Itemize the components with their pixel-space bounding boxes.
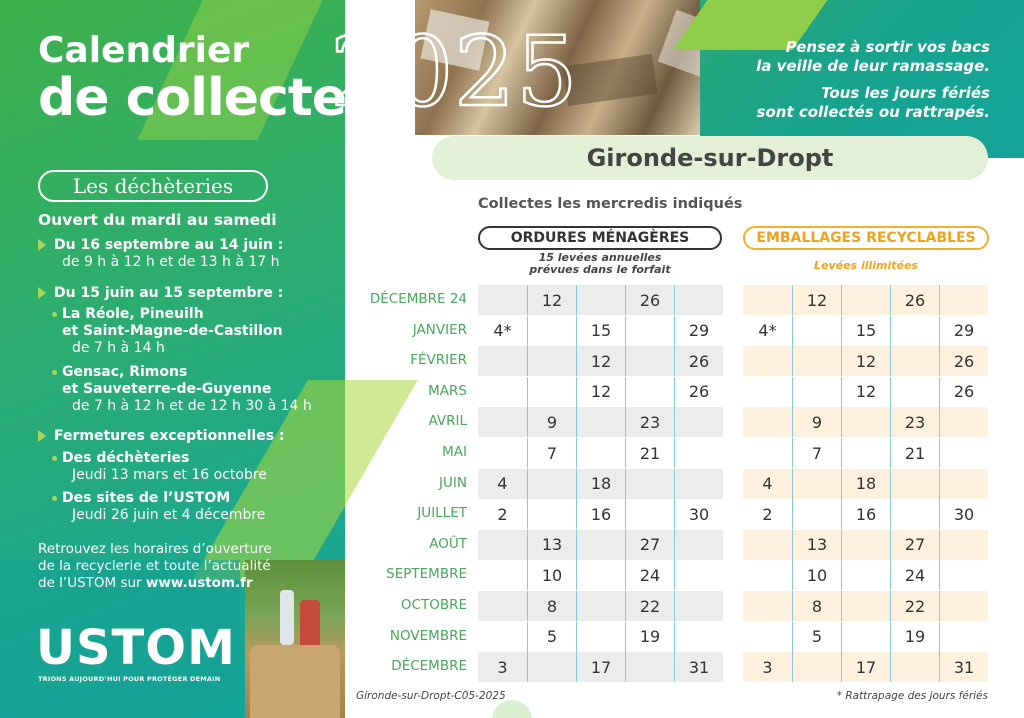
date-cell: 26 xyxy=(625,285,674,315)
date-cell xyxy=(674,591,723,621)
year-outline: 2025 xyxy=(330,16,579,128)
month-label: AOÛT xyxy=(429,535,467,552)
date-cell: 22 xyxy=(890,591,939,621)
note-line: prévues dans le forfait xyxy=(529,263,671,276)
month-label: DÉCEMBRE xyxy=(391,658,467,675)
bullet-icon xyxy=(52,312,57,317)
date-cell xyxy=(841,438,890,468)
date-cell: 24 xyxy=(625,560,674,590)
date-cell: 26 xyxy=(939,346,988,376)
date-cell: 30 xyxy=(939,499,988,529)
date-cell xyxy=(625,652,674,682)
closure-a xyxy=(62,450,267,484)
date-cell xyxy=(792,346,841,376)
date-cell xyxy=(743,377,792,407)
date-cell: 31 xyxy=(674,652,723,682)
calendar-row xyxy=(743,499,988,529)
decor-circle xyxy=(492,700,532,718)
date-cell xyxy=(478,407,527,437)
notice-line: Pensez à sortir vos bacs xyxy=(785,38,990,56)
date-cell xyxy=(527,469,576,499)
date-cell xyxy=(527,377,576,407)
date-cell xyxy=(890,499,939,529)
date-cell xyxy=(478,346,527,376)
date-cell: 12 xyxy=(841,377,890,407)
date-cell: 19 xyxy=(625,622,674,652)
photo-detail xyxy=(300,600,320,650)
closure-head: Des déchèteries xyxy=(62,450,190,466)
date-cell: 31 xyxy=(939,652,988,682)
date-cell: 10 xyxy=(527,560,576,590)
calendar-row xyxy=(743,346,988,376)
period-2 xyxy=(38,285,283,302)
date-cell xyxy=(674,285,723,315)
calendar-row xyxy=(743,407,988,437)
month-label: AVRIL xyxy=(428,413,467,430)
calendar-row xyxy=(743,591,988,621)
date-cell xyxy=(939,560,988,590)
date-cell xyxy=(478,438,527,468)
date-cell: 7 xyxy=(527,438,576,468)
date-cell xyxy=(939,469,988,499)
month-label: MAI xyxy=(442,444,467,460)
date-cell xyxy=(841,285,890,315)
date-cell xyxy=(792,316,841,346)
date-cell: 13 xyxy=(792,530,841,560)
bullet-icon xyxy=(52,456,57,461)
date-cell: 2 xyxy=(497,504,508,524)
period-hours: de 9 h à 12 h et de 13 h à 17 h xyxy=(62,254,280,270)
notice-line: la veille de leur ramassage. xyxy=(756,57,990,75)
date-cell: 27 xyxy=(625,530,674,560)
notice-holidays xyxy=(757,84,990,122)
date-cell: 13 xyxy=(527,530,576,560)
date-cell: 5 xyxy=(792,622,841,652)
date-cell xyxy=(743,346,792,376)
date-cell: 12 xyxy=(792,285,841,315)
ustom-logo: USTOM xyxy=(36,620,236,676)
calendar-row xyxy=(478,622,723,652)
notice-line: sont collectés ou rattrapés. xyxy=(756,103,990,121)
calendar-row xyxy=(743,285,988,315)
date-cell: 16 xyxy=(841,499,890,529)
date-cell xyxy=(576,530,625,560)
date-cell: 21 xyxy=(625,438,674,468)
document-code: Gironde-sur-Dropt-C05-2025 xyxy=(356,690,506,702)
date-cell xyxy=(743,407,792,437)
month-label: DÉCEMBRE 24 xyxy=(369,291,467,307)
date-cell: 8 xyxy=(527,591,576,621)
calendar-row xyxy=(478,499,723,529)
date-cell: 12 xyxy=(841,346,890,376)
date-cell xyxy=(576,591,625,621)
arrow-icon xyxy=(38,287,46,299)
calendar-row xyxy=(743,469,988,499)
date-cell xyxy=(841,530,890,560)
date-cell: 29 xyxy=(674,316,723,346)
date-cell: 22 xyxy=(625,591,674,621)
date-cell: 23 xyxy=(625,407,674,437)
month-label: JUIN xyxy=(439,474,467,491)
calendar-row xyxy=(743,560,988,590)
date-cell: 18 xyxy=(576,469,625,499)
date-cell: 30 xyxy=(674,499,723,529)
date-cell: 29 xyxy=(939,316,988,346)
date-cell xyxy=(625,469,674,499)
date-cell xyxy=(939,285,988,315)
closure-head: Des sites de l’USTOM xyxy=(62,490,231,506)
site-hours: de 7 h à 14 h xyxy=(72,340,165,356)
site-name: La Réole, Pineuilh xyxy=(62,306,204,322)
date-cell: 2 xyxy=(762,504,773,524)
photo-detail xyxy=(250,645,340,718)
title-line-1: Calendrier xyxy=(38,30,250,71)
date-cell xyxy=(478,377,527,407)
date-cell xyxy=(939,407,988,437)
date-cell: 4* xyxy=(758,321,777,341)
date-cell xyxy=(674,438,723,468)
date-cell xyxy=(674,622,723,652)
date-cell xyxy=(674,469,723,499)
date-cell xyxy=(527,346,576,376)
notice-line: Tous les jours fériés xyxy=(821,84,990,102)
date-cell: 8 xyxy=(792,591,841,621)
arrow-icon xyxy=(38,239,46,251)
date-cell xyxy=(890,652,939,682)
closures xyxy=(38,428,285,445)
recyclables-note: Levées illimitées xyxy=(814,259,918,272)
date-cell xyxy=(890,346,939,376)
date-cell: 9 xyxy=(792,407,841,437)
date-cell xyxy=(939,622,988,652)
date-cell xyxy=(576,622,625,652)
month-label: FÉVRIER xyxy=(410,352,467,369)
month-label: NOVEMBRE xyxy=(389,627,467,644)
calendar-row xyxy=(478,377,723,407)
recyclables-header: EMBALLAGES RECYCLABLES xyxy=(743,226,989,250)
info-line: Retrouvez les horaires d’ouverture xyxy=(38,541,272,557)
date-cell xyxy=(478,622,527,652)
date-cell xyxy=(478,530,527,560)
calendar-row xyxy=(743,622,988,652)
calendar-row xyxy=(743,316,988,346)
date-cell xyxy=(527,316,576,346)
date-cell xyxy=(743,285,792,315)
date-cell: 27 xyxy=(890,530,939,560)
commune-banner: Gironde-sur-Dropt xyxy=(432,136,988,180)
website-link[interactable]: www.ustom.fr xyxy=(145,575,253,591)
date-cell xyxy=(625,377,674,407)
date-cell xyxy=(576,560,625,590)
date-cell: 3 xyxy=(743,652,792,682)
date-cell: 10 xyxy=(792,560,841,590)
date-cell xyxy=(939,530,988,560)
decheteries-label: Les déchèteries xyxy=(38,170,268,202)
closures-head: Fermetures exceptionnelles : xyxy=(54,428,285,444)
month-label: OCTOBRE xyxy=(400,597,467,613)
info-line: de l’USTOM sur xyxy=(38,575,146,591)
date-cell xyxy=(792,469,841,499)
calendar-row xyxy=(478,530,723,560)
date-cell: 19 xyxy=(890,622,939,652)
date-cell: 21 xyxy=(890,438,939,468)
date-cell xyxy=(743,591,792,621)
date-cell xyxy=(890,469,939,499)
date-cell: 26 xyxy=(674,377,723,407)
date-cell xyxy=(674,560,723,590)
date-cell: 12 xyxy=(576,377,625,407)
closure-dates: Jeudi 13 mars et 16 octobre xyxy=(72,467,267,483)
date-cell: 16 xyxy=(576,499,625,529)
calendar-row xyxy=(478,407,723,437)
calendar-row xyxy=(478,316,723,346)
date-cell: 26 xyxy=(890,285,939,315)
date-cell: 3 xyxy=(478,652,527,682)
date-cell xyxy=(478,285,527,315)
date-cell xyxy=(743,438,792,468)
date-cell xyxy=(792,499,841,529)
date-cell xyxy=(674,530,723,560)
calendar-row xyxy=(478,469,723,499)
date-cell xyxy=(841,591,890,621)
calendar-row xyxy=(478,346,723,376)
date-cell: 23 xyxy=(890,407,939,437)
calendar-row xyxy=(478,591,723,621)
month-label: SEPTEMBRE xyxy=(386,566,467,583)
date-cell xyxy=(743,622,792,652)
site-name: et Sauveterre-de-Guyenne xyxy=(62,381,272,397)
date-cell: 24 xyxy=(890,560,939,590)
date-cell: 17 xyxy=(841,652,890,682)
date-cell xyxy=(625,346,674,376)
calendar-row xyxy=(478,438,723,468)
household-waste-note xyxy=(478,252,722,276)
note-line: 15 levées annuelles xyxy=(538,251,662,264)
date-cell xyxy=(527,499,576,529)
date-cell: 15 xyxy=(841,316,890,346)
date-cell xyxy=(841,407,890,437)
date-cell: 4* xyxy=(493,321,512,341)
date-cell xyxy=(939,438,988,468)
collection-intro: Collectes les mercredis indiqués xyxy=(478,196,743,212)
closure-b xyxy=(62,490,265,524)
date-cell: 26 xyxy=(939,377,988,407)
footnote: * Rattrapage des jours fériés xyxy=(836,690,988,702)
date-cell xyxy=(743,560,792,590)
date-cell xyxy=(625,499,674,529)
date-cell: 4 xyxy=(478,469,527,499)
bullet-icon xyxy=(52,370,57,375)
period-head: Du 16 septembre au 14 juin : xyxy=(54,237,284,253)
month-label: JUILLET xyxy=(417,505,467,522)
title-line-2: de collecte xyxy=(38,68,347,128)
date-cell: 7 xyxy=(792,438,841,468)
calendar-row xyxy=(743,530,988,560)
date-cell: 18 xyxy=(841,469,890,499)
calendar-row xyxy=(743,377,988,407)
logo-tagline: TRIONS AUJOURD’HUI POUR PROTÉGER DEMAIN xyxy=(38,675,221,683)
date-cell xyxy=(841,560,890,590)
photo-detail xyxy=(280,590,294,645)
month-label: JANVIER xyxy=(412,321,467,338)
date-cell xyxy=(792,652,841,682)
site-group-b xyxy=(62,364,312,415)
info-line: de la recyclerie et toute l’actualité xyxy=(38,558,271,574)
top-right-green-block xyxy=(700,0,1024,158)
month-label: MARS xyxy=(428,382,467,399)
calendar-row xyxy=(743,438,988,468)
date-cell xyxy=(576,407,625,437)
info-text xyxy=(38,541,272,592)
closure-dates: Jeudi 26 juin et 4 décembre xyxy=(72,507,266,523)
date-cell xyxy=(792,377,841,407)
date-cell xyxy=(576,285,625,315)
date-cell xyxy=(890,377,939,407)
date-cell xyxy=(478,560,527,590)
date-cell xyxy=(478,591,527,621)
date-cell: 15 xyxy=(576,316,625,346)
date-cell xyxy=(841,622,890,652)
calendar-row xyxy=(478,560,723,590)
date-cell: 17 xyxy=(576,652,625,682)
period-head: Du 15 juin au 15 septembre : xyxy=(54,285,284,301)
household-waste-header: ORDURES MÉNAGÈRES xyxy=(478,226,722,250)
date-cell: 9 xyxy=(527,407,576,437)
date-cell xyxy=(743,530,792,560)
site-group-a xyxy=(62,306,283,357)
arrow-icon xyxy=(38,430,46,442)
calendar-row xyxy=(743,652,988,682)
date-cell: 26 xyxy=(674,346,723,376)
date-cell: 5 xyxy=(527,622,576,652)
date-cell: 12 xyxy=(527,285,576,315)
notice-bins xyxy=(756,38,990,76)
date-cell xyxy=(527,652,576,682)
date-cell xyxy=(576,438,625,468)
date-cell: 4 xyxy=(743,469,792,499)
date-cell xyxy=(890,316,939,346)
date-cell xyxy=(674,407,723,437)
opening-days: Ouvert du mardi au samedi xyxy=(38,211,277,229)
site-hours: de 7 h à 12 h et de 12 h 30 à 14 h xyxy=(72,398,312,414)
calendar-row xyxy=(478,285,723,315)
bullet-icon xyxy=(52,496,57,501)
date-cell: 12 xyxy=(576,346,625,376)
date-cell xyxy=(625,316,674,346)
site-name: et Saint-Magne-de-Castillon xyxy=(62,323,283,339)
site-name: Gensac, Rimons xyxy=(62,364,188,380)
period-1 xyxy=(38,237,283,271)
calendar-row xyxy=(478,652,723,682)
date-cell xyxy=(939,591,988,621)
